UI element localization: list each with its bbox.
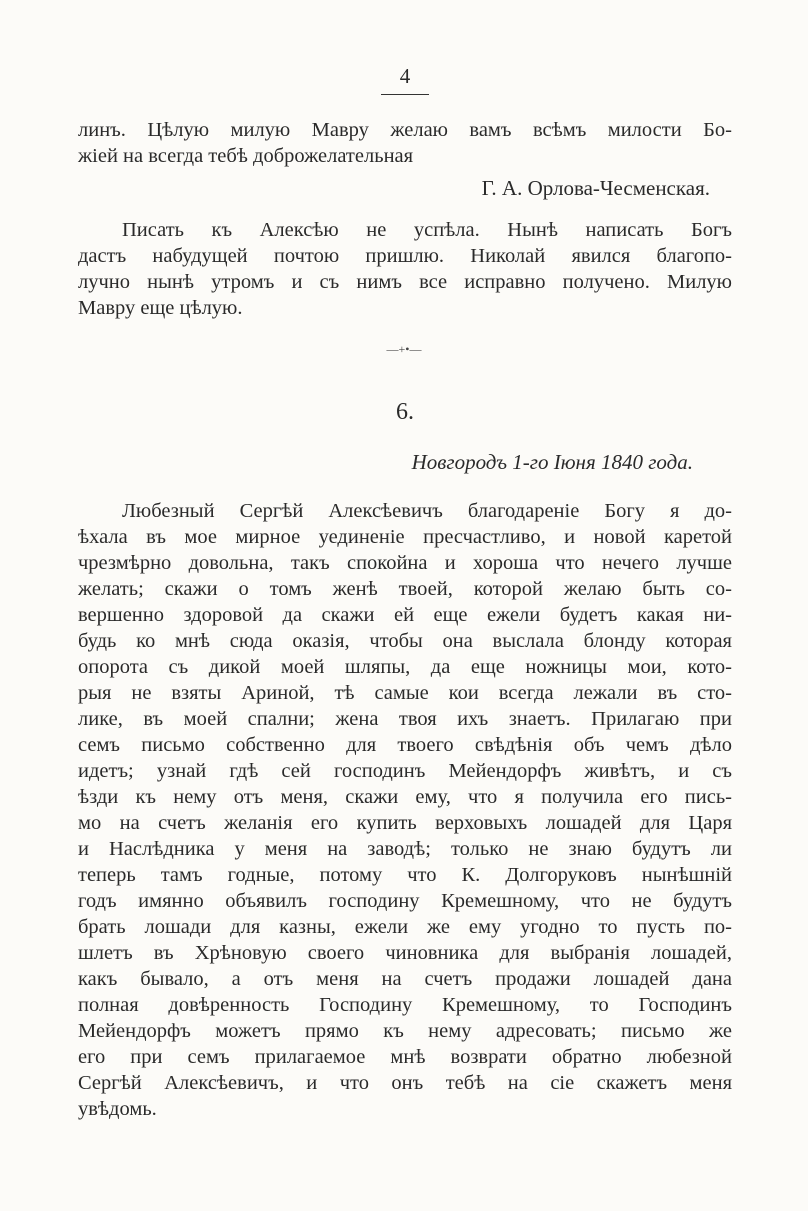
text-line: шлетъ въ Хрѣновую своего чиновника для выбранія лошадей, <box>78 942 732 964</box>
page-number: 4 <box>399 64 411 88</box>
section-number: 6. <box>396 399 414 425</box>
text-line: брать лошади для казны, ежели же ему угодно то пусть по- <box>78 916 732 938</box>
text-line: теперь тамъ годные, потому что К. Долгоруковъ нынѣшній <box>78 864 732 886</box>
text-line: дастъ набудущей почтою пришлю. Николай явился благопо- <box>78 245 732 267</box>
text-line: желать; скажи о томъ женѣ твоей, которой желаю быть со- <box>78 578 732 600</box>
text-line: какъ бывало, а отъ меня на счетъ продажи лошадей дана <box>78 968 732 990</box>
text-line: ѣхала въ мое мирное уединеніе пресчастливо, и новой каретой <box>78 526 732 548</box>
text-line: лучно нынѣ утромъ и съ нимъ все исправно получено. Милую <box>78 271 732 293</box>
page-number-rule <box>381 94 429 95</box>
text-line: Мейендорфъ можетъ прямо къ нему адресовать; письмо же <box>78 1020 732 1042</box>
text-line: его при семъ прилагаемое мнѣ возврати обратно любезной <box>78 1046 732 1068</box>
text-line: и Наслѣдника у меня на заводѣ; только не знаю будутъ ли <box>78 838 732 860</box>
text-line: линъ. Цѣлую милую Мавру желаю вамъ всѣмъ милости Бо- <box>78 119 732 141</box>
text-line: чрезмѣрно довольна, такъ спокойна и хороша что нечего лучше <box>78 552 732 574</box>
text-line: лике, въ моей спални; жена твоя ихъ знаетъ. Прилагаю при <box>78 708 732 730</box>
text-line: жіей на всегда тебѣ доброжелательная <box>78 145 414 167</box>
text-line: семъ письмо собственно для твоего свѣдѣнія объ чемъ дѣло <box>78 734 732 756</box>
text-line: годъ имянно объявилъ господину Кремешному, что не будутъ <box>78 890 732 912</box>
text-line: будь ко мнѣ сюда оказія, чтобы она выслала блонду которая <box>78 630 732 652</box>
place-date: Новгородъ 1-го Іюня 1840 года. <box>411 450 693 474</box>
text-line: рыя не взяты Ариной, тѣ самые кои всегда лежали въ сто- <box>78 682 732 704</box>
text-line: полная довѣренность Господину Кремешному, то Господинъ <box>78 994 732 1016</box>
text-line: мо на счетъ желанія его купить верховыхъ лошадей для Царя <box>78 812 732 834</box>
section-divider-ornament: —+•— <box>386 342 422 356</box>
text-line: увѣдомь. <box>78 1098 157 1120</box>
text-line: ѣзди къ нему отъ меня, скажи ему, что я получила его пись- <box>78 786 732 808</box>
text-line: вершенно здоровой да скажи ей еще ежели будетъ какая ни- <box>78 604 732 626</box>
text-line: Любезный Сергѣй Алексѣевичъ благодареніе Богу я до- <box>122 500 732 522</box>
text-line: Писать къ Алексѣю не успѣла. Нынѣ написать Богъ <box>122 219 732 241</box>
text-line: идетъ; узнай гдѣ сей господинъ Мейендорфъ живѣтъ, и съ <box>78 760 732 782</box>
text-line: Мавру еще цѣлую. <box>78 297 243 319</box>
text-line: Сергѣй Алексѣевичъ, и что онъ тебѣ на сіе скажетъ меня <box>78 1072 732 1094</box>
text-line: опорота съ дикой моей шляпы, да еще ножницы мои, кото- <box>78 656 732 678</box>
signature: Г. А. Орлова-Чесменская. <box>481 176 710 200</box>
